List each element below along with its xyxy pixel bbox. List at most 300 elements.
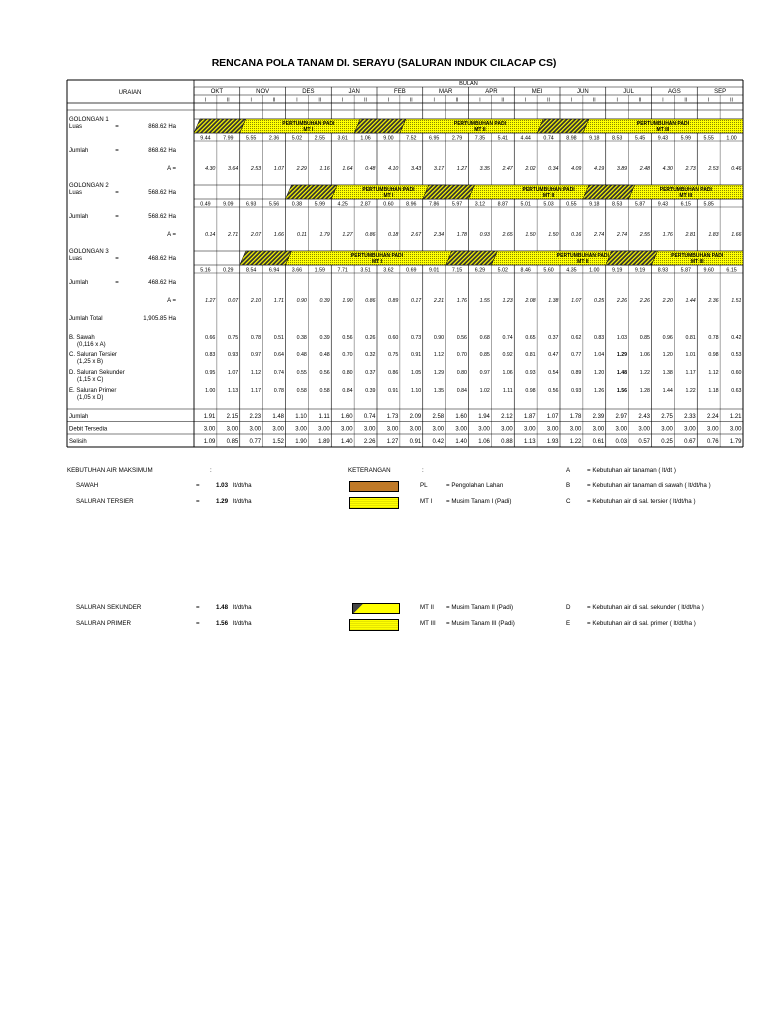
summary-value-cell: 1.40 (455, 439, 467, 445)
summary-value-cell: 1.10 (295, 414, 307, 420)
keterangan-code: MT I (420, 498, 433, 505)
period-label: I (707, 97, 710, 104)
calc-value-cell: 1.12 (433, 352, 445, 358)
month-header: MEI (531, 89, 543, 95)
value-cell: 9.19 (612, 267, 623, 274)
summary-value-cell: 2.12 (501, 414, 513, 420)
period-label: II (318, 97, 322, 104)
a-value-cell: 0.93 (479, 232, 490, 238)
a-value-cell: 0.90 (296, 298, 307, 304)
a-value-cell: 2.67 (410, 232, 422, 238)
calc-value-cell: 0.54 (548, 370, 559, 376)
calc-value-cell: 0.39 (365, 388, 376, 394)
calc-value-cell: 0.74 (273, 370, 284, 376)
jumlah-label: Jumlah (69, 148, 89, 154)
period-label: I (296, 97, 298, 104)
calc-value-cell: 0.51 (273, 335, 284, 341)
jumlah-total-label: Jumlah Total (69, 316, 103, 322)
summary-value-cell: 3.00 (226, 426, 239, 433)
eq-sign: = (115, 190, 119, 196)
calc-value-cell: 0.84 (342, 388, 353, 394)
kebutuhan-label: SALURAN PRIMER (76, 620, 132, 627)
calc-value-cell: 1.00 (205, 388, 216, 394)
jumlah-value: 868.62 Ha (148, 148, 176, 154)
summary-value-cell: 3.00 (272, 426, 284, 433)
value-cell: 5.99 (314, 201, 325, 208)
calc-value-cell: 0.77 (571, 352, 582, 358)
a-value-cell: 0.48 (365, 166, 376, 172)
value-cell: 1.06 (360, 135, 371, 142)
a-value-cell: 2.02 (525, 166, 536, 172)
band-season: MT I (383, 193, 394, 199)
calc-value-cell: 1.26 (593, 388, 605, 394)
a-value-cell: 0.25 (593, 298, 605, 304)
a-value-cell: 1.71 (273, 298, 284, 304)
code-description: = Kebutuhan air tanaman ( lt/dt ) (587, 467, 676, 474)
calc-value-cell: 0.74 (502, 335, 513, 341)
mt3-swatch (349, 619, 399, 631)
value-cell: 3.61 (337, 135, 348, 142)
calc-value-cell: 0.65 (525, 335, 536, 341)
calc-value-cell: 0.64 (273, 352, 284, 358)
calc-value-cell: 1.20 (662, 352, 673, 358)
value-cell: 7.15 (451, 267, 463, 274)
calc-value-cell: 1.10 (410, 388, 422, 394)
calc-value-cell: 0.62 (571, 335, 582, 341)
a-value-cell: 1.27 (342, 232, 353, 238)
calc-value-cell: 1.13 (227, 388, 239, 394)
calc-value-cell: 1.05 (410, 370, 422, 376)
value-cell: 9.44 (200, 135, 211, 142)
band-label: PERTUMBUHAN PADI (522, 187, 575, 193)
mt2-swatch (352, 603, 400, 614)
kebutuhan-label: SALURAN SEKUNDER (76, 604, 142, 611)
value-cell: 9.18 (589, 135, 600, 142)
period-label: II (501, 97, 505, 104)
value-cell: 6.93 (246, 201, 257, 208)
calc-value-cell: 1.02 (479, 388, 490, 394)
period-label: I (433, 97, 435, 104)
a-value-cell: 1.83 (708, 232, 719, 238)
a-value-cell: 1.76 (456, 298, 467, 304)
calc-value-cell: 0.80 (456, 370, 467, 376)
band-season: MT II (542, 193, 555, 199)
a-value-cell: 0.34 (548, 166, 559, 172)
summary-value-cell: 3.00 (729, 426, 742, 433)
period-label: II (592, 97, 596, 104)
summary-value-cell: 3.00 (478, 426, 490, 433)
calc-value-cell: 0.42 (731, 335, 742, 341)
calc-value-cell: 0.91 (388, 388, 399, 394)
value-cell: 9.60 (703, 267, 714, 274)
a-value-cell: 2.36 (708, 298, 719, 304)
calc-value-cell: 1.06 (639, 352, 650, 358)
calc-value-cell: 0.48 (296, 352, 307, 358)
value-cell: 5.87 (634, 201, 646, 208)
a-value-cell: 1.23 (502, 298, 513, 304)
value-cell: 3.12 (474, 201, 486, 208)
summary-value-cell: 0.91 (409, 439, 422, 445)
value-cell: 1.00 (726, 135, 737, 142)
summary-value-cell: 1.89 (318, 439, 330, 445)
calc-value-cell: 0.63 (731, 388, 742, 394)
value-cell: 7.86 (429, 201, 440, 208)
calc-value-cell: 1.04 (593, 352, 605, 358)
calc-value-cell: 0.66 (205, 335, 216, 341)
summary-value-cell: 2.75 (661, 414, 673, 420)
value-cell: 7.35 (474, 135, 486, 142)
summary-value-cell: 1.06 (478, 439, 490, 445)
calc-value-cell: 1.35 (433, 388, 445, 394)
jumlah-value: 568.62 Ha (148, 214, 176, 220)
luas-value: 868.62 Ha (148, 124, 176, 130)
calc-value-cell: 1.17 (250, 388, 262, 394)
jumlah-label: Jumlah (69, 214, 89, 220)
a-value-cell: 0.86 (365, 232, 376, 238)
summary-value-cell: 1.87 (523, 414, 536, 420)
calc-value-cell: 1.12 (250, 370, 262, 376)
a-value-cell: 1.51 (731, 298, 742, 304)
calc-value-cell: 0.73 (410, 335, 422, 341)
summary-value-cell: 0.57 (638, 439, 650, 445)
value-cell: 9.43 (657, 135, 669, 142)
a-value-cell: 1.50 (548, 232, 559, 238)
calc-value-cell: 1.22 (639, 370, 650, 376)
summary-value-cell: 2.33 (684, 414, 696, 420)
summary-value-cell: 1.22 (569, 439, 582, 445)
summary-value-cell: 3.00 (249, 426, 262, 433)
eq-sign: = (196, 482, 200, 489)
jumlah-value: 468.62 Ha (148, 280, 176, 286)
summary-value-cell: 3.00 (203, 426, 216, 433)
a-value-cell: 1.27 (205, 298, 216, 304)
summary-value-cell: 3.00 (409, 426, 422, 433)
value-cell: 6.15 (726, 267, 737, 274)
calc-value-cell: 0.56 (456, 335, 467, 341)
calc-value-cell: 0.97 (479, 370, 490, 376)
code-letter: A (566, 467, 571, 474)
value-cell: 0.60 (383, 201, 394, 208)
value-cell: 8.87 (497, 201, 508, 208)
a-value-cell: 4.09 (571, 166, 582, 172)
a-value-cell: 0.18 (388, 232, 399, 238)
summary-value-cell: 3.00 (684, 426, 696, 433)
keterangan-text: = Pengolahan Lahan (446, 482, 504, 489)
jumlah-label: Jumlah (69, 280, 89, 286)
eq-sign: = (115, 280, 119, 286)
a-value-cell: 2.53 (708, 166, 719, 172)
a-value-cell: 0.07 (227, 298, 239, 304)
summary-value-cell: 0.67 (684, 439, 696, 445)
a-value-cell: 1.79 (319, 232, 330, 238)
summary-value-cell: 3.00 (569, 426, 582, 433)
a-value-cell: 4.30 (205, 166, 216, 172)
kebutuhan-title: KEBUTUHAN AIR MAKSIMUM (67, 467, 153, 474)
calc-value-cell: 0.85 (639, 335, 650, 341)
calc-value-cell: 1.06 (502, 370, 513, 376)
summary-value-cell: 1.78 (569, 414, 582, 420)
period-label: II (272, 97, 276, 104)
a-value-cell: 2.74 (593, 232, 605, 238)
value-cell: 6.15 (680, 201, 691, 208)
value-cell: 0.55 (566, 201, 577, 208)
summary-value-cell: 2.23 (249, 414, 262, 420)
eq-sign: = (196, 620, 200, 627)
a-value-cell: 2.07 (250, 232, 262, 238)
summary-value-cell: 2.24 (706, 414, 719, 420)
code-letter: B (566, 482, 571, 489)
value-cell: 2.36 (268, 135, 280, 142)
a-value-cell: 1.07 (571, 298, 582, 304)
summary-label: Selisih (69, 439, 87, 445)
code-description: = Kebutuhan air tanaman di sawah ( lt/dt/ha ) (587, 482, 711, 489)
value-cell: 8.53 (612, 135, 623, 142)
band-season: MT I (372, 259, 382, 265)
eq-sign: = (115, 214, 119, 220)
kebutuhan-value: 1.29 (216, 498, 229, 505)
period-label: I (204, 97, 207, 104)
calc-row-formula: (1,15 x C) (77, 377, 104, 383)
code-letter: D (566, 604, 571, 611)
summary-label: Jumlah (69, 414, 89, 420)
calc-row-label: B. Sawah (69, 335, 95, 341)
value-cell: 2.55 (314, 135, 325, 142)
luas-value: 568.62 Ha (148, 190, 176, 196)
summary-value-cell: 1.52 (272, 439, 284, 445)
kebutuhan-unit: lt/dt/ha (233, 498, 252, 505)
period-label: II (455, 97, 459, 104)
calc-value-cell: 0.97 (250, 352, 262, 358)
code-description: = Kebutuhan air di sal. sekunder ( lt/dt/ha ) (587, 604, 704, 611)
eq-sign: = (115, 124, 119, 130)
a-value-cell: 2.55 (639, 232, 650, 238)
a-value-cell: 2.74 (616, 232, 628, 238)
colon: : (422, 467, 424, 474)
calc-value-cell: 1.07 (227, 370, 239, 376)
luas-label: Luas (69, 124, 83, 130)
a-value-cell: 2.26 (639, 298, 650, 304)
period-label: I (341, 97, 344, 104)
a-value-cell: 2.29 (296, 166, 307, 172)
month-header: SEP (714, 89, 727, 95)
luas-label: Luas (69, 190, 83, 196)
period-label: I (662, 97, 664, 104)
a-value-cell: 3.17 (433, 166, 445, 172)
summary-value-cell: 1.11 (318, 414, 330, 420)
a-value-cell: 2.53 (250, 166, 262, 172)
value-cell: 3.66 (291, 267, 303, 274)
summary-value-cell: 0.85 (226, 439, 239, 445)
value-cell: 0.74 (543, 135, 554, 142)
value-cell: 0.29 (223, 267, 234, 274)
period-label: II (226, 97, 230, 104)
value-cell: 5.02 (291, 135, 303, 142)
period-label: I (616, 97, 618, 104)
period-label: II (684, 97, 688, 104)
summary-value-cell: 1.79 (729, 439, 742, 445)
kebutuhan-unit: lt/dt/ha (233, 482, 252, 489)
group-name: GOLONGAN 3 (69, 249, 109, 255)
summary-value-cell: 1.07 (546, 414, 559, 420)
calc-value-cell: 1.38 (662, 370, 673, 376)
group-name: GOLONGAN 2 (69, 183, 109, 189)
page-title: RENCANA POLA TANAM DI. SERAYU (SALURAN INDUK CILACAP CS) (211, 57, 557, 69)
code-description: = Kebutuhan air di sal. primer ( lt/dt/ha ) (587, 620, 696, 627)
uraian-header: URAIAN (118, 90, 142, 96)
a-value-cell: 4.30 (662, 166, 673, 172)
calc-row-formula: (1,25 x B) (77, 359, 104, 365)
summary-value-cell: 1.40 (340, 439, 353, 445)
keterangan-code: MT III (420, 620, 436, 627)
calc-value-cell: 1.11 (502, 388, 513, 394)
calc-value-cell: 1.56 (616, 388, 628, 394)
calc-value-cell: 0.93 (227, 352, 239, 358)
month-header: DES (302, 89, 315, 95)
a-value-cell: 3.64 (227, 166, 239, 172)
value-cell: 8.53 (612, 201, 623, 208)
value-cell: 9.19 (634, 267, 646, 274)
calc-value-cell: 1.12 (708, 370, 719, 376)
month-header: NOV (256, 89, 270, 95)
calc-value-cell: 0.89 (571, 370, 582, 376)
calc-value-cell: 0.98 (708, 352, 719, 358)
value-cell: 6.29 (474, 267, 486, 274)
a-value-cell: 1.27 (456, 166, 467, 172)
a-value-cell: 0.14 (205, 232, 216, 238)
band-label: PERTUMBUHAN PADI (556, 253, 609, 259)
colon: : (210, 467, 212, 474)
summary-value-cell: 3.00 (318, 426, 330, 433)
calc-value-cell: 0.78 (708, 335, 719, 341)
summary-value-cell: 3.00 (432, 426, 445, 433)
a-value-cell: 1.50 (525, 232, 536, 238)
value-cell: 5.01 (520, 201, 531, 208)
summary-value-cell: 1.90 (295, 439, 307, 445)
band-label: PERTUMBUHAN PADI (350, 253, 404, 259)
calc-value-cell: 0.32 (365, 352, 376, 358)
value-cell: 4.44 (520, 135, 531, 142)
value-cell: 7.71 (337, 267, 348, 274)
group-name: GOLONGAN 1 (69, 117, 109, 123)
calc-value-cell: 0.85 (479, 352, 490, 358)
calc-value-cell: 0.39 (319, 335, 330, 341)
kebutuhan-unit: lt/dt/ha (233, 620, 252, 627)
band-season: MT III (690, 259, 704, 265)
period-label: II (364, 97, 367, 104)
calc-value-cell: 0.37 (365, 370, 376, 376)
a-value-cell: 0.16 (571, 232, 582, 238)
code-letter: C (566, 498, 571, 505)
a-value-cell: 2.48 (639, 166, 650, 172)
summary-value-cell: 2.26 (363, 439, 376, 445)
summary-value-cell: 1.27 (386, 439, 399, 445)
value-cell: 8.98 (566, 135, 577, 142)
calc-value-cell: 0.93 (571, 388, 582, 394)
a-value-cell: 3.43 (410, 166, 422, 172)
calc-value-cell: 1.17 (685, 370, 696, 376)
bulan-header: BULAN (459, 81, 478, 87)
summary-value-cell: 2.39 (592, 414, 605, 420)
value-cell: 6.94 (268, 267, 280, 274)
summary-value-cell: 3.00 (546, 426, 559, 433)
calc-value-cell: 0.78 (273, 388, 284, 394)
value-cell: 5.99 (680, 135, 691, 142)
calc-value-cell: 0.75 (227, 335, 239, 341)
value-cell: 5.45 (634, 135, 646, 142)
summary-value-cell: 0.25 (661, 439, 673, 445)
value-cell: 5.97 (451, 201, 463, 208)
a-value-cell: 1.07 (273, 166, 284, 172)
period-label: I (387, 97, 390, 104)
calc-value-cell: 0.26 (365, 335, 376, 341)
pl-swatch (349, 481, 399, 492)
calc-value-cell: 1.03 (616, 335, 628, 341)
summary-value-cell: 0.42 (432, 439, 445, 445)
value-cell: 5.87 (680, 267, 691, 274)
code-letter: E (566, 620, 571, 627)
month-header: JUN (577, 89, 589, 95)
keterangan-text: = Musim Tanam II (Padi) (446, 604, 514, 611)
value-cell: 5.55 (703, 135, 714, 142)
summary-value-cell: 2.58 (432, 414, 445, 420)
kebutuhan-unit: lt/dt/ha (233, 604, 252, 611)
a-value-cell: 2.81 (685, 232, 696, 238)
a-value-cell: 3.89 (616, 166, 628, 172)
value-cell: 5.60 (543, 267, 554, 274)
summary-value-cell: 3.00 (386, 426, 399, 433)
summary-value-cell: 0.77 (249, 439, 262, 445)
a-value-cell: 1.90 (342, 298, 353, 304)
eq-sign: = (196, 604, 200, 611)
a-value-cell: 0.89 (388, 298, 399, 304)
summary-value-cell: 3.00 (706, 426, 719, 433)
value-cell: 1.59 (314, 267, 325, 274)
month-header: AGS (668, 89, 681, 95)
code-description: = Kebutuhan air di sal. tersier ( lt/dt/ha ) (587, 498, 696, 505)
calc-value-cell: 0.70 (342, 352, 353, 358)
eq-sign: = (115, 256, 119, 262)
a-value-cell: 2.71 (227, 232, 239, 238)
value-cell: 9.43 (657, 201, 669, 208)
calc-value-cell: 0.78 (250, 335, 262, 341)
calc-row-formula: (0,116 x A) (77, 342, 106, 348)
summary-label: Debit Tersedia (69, 426, 108, 433)
band-label: PERTUMBUHAN PADI (659, 187, 712, 193)
calc-value-cell: 0.48 (319, 352, 330, 358)
a-value-cell: 2.65 (502, 232, 513, 238)
summary-value-cell: 3.00 (592, 426, 605, 433)
summary-value-cell: 1.13 (523, 439, 536, 445)
period-label: II (730, 97, 733, 104)
calc-value-cell: 0.55 (296, 370, 307, 376)
calc-value-cell: 0.68 (479, 335, 490, 341)
a-value-cell: 1.16 (319, 166, 330, 172)
band-label: PERTUMBUHAN PADI (453, 121, 507, 127)
period-label: I (570, 97, 573, 104)
calc-value-cell: 0.92 (502, 352, 513, 358)
summary-value-cell: 2.09 (409, 414, 422, 420)
summary-value-cell: 2.97 (615, 414, 628, 420)
summary-value-cell: 2.15 (226, 414, 239, 420)
a-value-cell: 0.11 (296, 232, 307, 238)
calc-value-cell: 0.96 (662, 335, 673, 341)
summary-value-cell: 0.76 (706, 439, 719, 445)
a-value-cell: 2.21 (433, 298, 445, 304)
calc-row-formula: (1,05 x D) (77, 395, 104, 401)
summary-value-cell: 3.00 (295, 426, 307, 433)
month-header: JAN (348, 89, 360, 95)
calc-value-cell: 0.98 (525, 388, 536, 394)
